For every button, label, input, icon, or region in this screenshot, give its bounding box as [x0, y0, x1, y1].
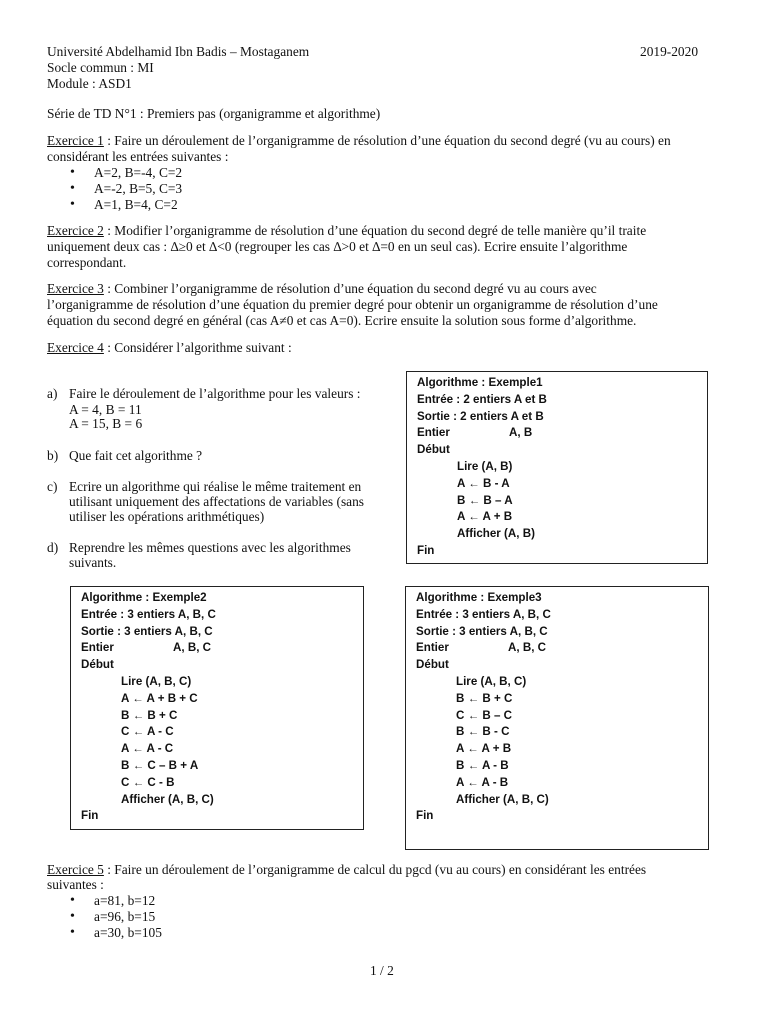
algo-statement: C ← C - B: [121, 775, 175, 789]
entier-vars: A, B, C: [173, 641, 212, 655]
question-b-line1: Que fait cet algorithme ?: [69, 448, 203, 463]
list-item: • A=-2, B=5, C=3: [70, 181, 182, 197]
algo-title: Algorithme : Exemple3: [416, 591, 542, 604]
socle-label: Socle commun : MI: [47, 60, 154, 75]
entier-keyword: Entier: [81, 641, 114, 655]
question-a-label: a): [47, 386, 58, 401]
algo-statement: C ← A - C: [121, 725, 174, 739]
question-c-line3: utiliser les opérations arithmétiques): [69, 509, 265, 524]
algo-statement: C ← B – C: [456, 708, 513, 722]
question-c-label: c): [47, 479, 58, 494]
algo-entier: [417, 425, 697, 442]
algo-sortie: Sortie : 2 entiers A et B: [417, 409, 544, 423]
algo-entier: [81, 640, 353, 657]
university-name: Université Abdelhamid Ibn Badis – Mostaganem: [47, 44, 310, 59]
ex5-line1: [47, 862, 646, 878]
ex4-intro: [47, 340, 292, 356]
algo-sortie: Sortie : 3 entiers A, B, C: [81, 624, 213, 638]
ex2-text: : Modifier l’organigramme de résolution d’une équation du second degré de telle manière qu’il traite: [103, 223, 647, 238]
algo-statement: B ← B - C: [456, 725, 510, 739]
algo-debut: Début: [417, 443, 450, 457]
algo-statement: Lire (A, B, C): [121, 674, 192, 688]
ex4-label: Exercice 4: [47, 340, 104, 355]
question-b-label: b): [47, 448, 59, 463]
entier-keyword: Entier: [416, 641, 449, 655]
entier-vars: A, B, C: [508, 641, 547, 655]
algo-statement: A ← A + B + C: [121, 691, 198, 705]
ex2-line3: correspondant.: [47, 255, 127, 270]
entier-keyword: Entier: [417, 426, 450, 440]
algo-statement: Afficher (A, B, C): [456, 792, 549, 806]
question-c-line1: Ecrire un algorithme qui réalise le même traitement en: [69, 479, 362, 494]
ex3-text: : Combiner l’organigramme de résolution d’une équation du second degré vu au cours avec: [103, 281, 597, 296]
algo-statement: Afficher (A, B): [457, 527, 535, 541]
algo-statement: A ← A + B: [457, 510, 513, 524]
ex5-line2: suivantes :: [47, 877, 104, 892]
question-d-line2: suivants.: [69, 555, 117, 570]
algo-entree: Entrée : 3 entiers A, B, C: [416, 607, 551, 621]
ex3-line1: [47, 281, 597, 297]
list-item: • A=2, B=-4, C=2: [70, 165, 182, 181]
algo-statement: A ← A - B: [456, 775, 509, 789]
algo-entree: Entrée : 2 entiers A et B: [417, 392, 547, 406]
list-item: • a=30, b=105: [70, 925, 162, 941]
ex5-list: [70, 893, 162, 941]
ex3-line3: équation du second degré en général (cas A≠0 et cas A=0). Ecrire ensuite la solution sous forme d’algorithme.: [47, 313, 637, 328]
ex3-label: Exercice 3: [47, 281, 104, 296]
algo-fin: Fin: [416, 809, 434, 823]
list-item: • A=1, B=4, C=2: [70, 197, 182, 213]
ex2-line1: [47, 223, 646, 239]
algo-statement: A ← B - A: [457, 476, 510, 490]
algo-statement: B ← B + C: [456, 691, 513, 705]
module-label: Module : ASD1: [47, 76, 132, 91]
algo-debut: Début: [416, 658, 449, 672]
ex1-label: Exercice 1: [47, 133, 104, 148]
question-a-line3: A = 15, B = 6: [69, 416, 143, 431]
algorithm-box-exemple2: [70, 586, 364, 830]
algo-statement: A ← A - C: [121, 742, 174, 756]
ex3-line2: l’organigramme de résolution d’une équation du premier degré pour obtenir un organigramme de résolution d’une: [47, 297, 658, 312]
entier-vars: A, B: [509, 426, 533, 440]
algo-entree: Entrée : 3 entiers A, B, C: [81, 607, 216, 621]
question-a-line1: Faire le déroulement de l’algorithme pour les valeurs :: [69, 386, 361, 401]
algo-statement: B ← B – A: [457, 493, 513, 507]
algorithm-box-exemple1: [406, 371, 708, 564]
ex4-text: : Considérer l’algorithme suivant :: [103, 340, 292, 355]
algo-title: Algorithme : Exemple2: [81, 591, 207, 604]
algo-statement: Lire (A, B, C): [456, 674, 527, 688]
algo-statement: Afficher (A, B, C): [121, 792, 214, 806]
ex5-label: Exercice 5: [47, 862, 104, 877]
question-d-line1: Reprendre les mêmes questions avec les algorithmes: [69, 540, 351, 555]
question-c-line2: utilisant uniquement des affectations de variables (sans: [69, 494, 365, 509]
algo-sortie: Sortie : 3 entiers A, B, C: [416, 624, 548, 638]
algo-entier: [416, 640, 698, 657]
ex1-line1: [47, 133, 671, 149]
algo-statement: B ← B + C: [121, 708, 178, 722]
page-number: 1 / 2: [370, 963, 394, 978]
algo-debut: Début: [81, 658, 114, 672]
list-item: • a=96, b=15: [70, 909, 162, 925]
algo-statement: A ← A + B: [456, 742, 512, 756]
list-item: • a=81, b=12: [70, 893, 162, 909]
ex1-text: : Faire un déroulement de l’organigramme de résolution d’une équation du second degré (vu au cours) en: [103, 133, 671, 148]
ex1-line2: considérant les entrées suivantes :: [47, 149, 229, 164]
algo-statement: Lire (A, B): [457, 459, 513, 473]
algo-statement: B ← A - B: [456, 758, 509, 772]
question-d-label: d): [47, 540, 59, 555]
ex2-label: Exercice 2: [47, 223, 104, 238]
algo-statement: B ← C – B + A: [121, 758, 199, 772]
algo-fin: Fin: [81, 809, 99, 823]
algorithm-box-exemple3: [405, 586, 709, 850]
ex1-list: [70, 165, 182, 213]
ex2-line2: uniquement deux cas : ∆≥0 et ∆<0 (regrouper les cas ∆>0 et ∆=0 en un seul cas). Ecrire ensuite l’algorithme: [47, 239, 628, 254]
algo-fin: Fin: [417, 543, 435, 557]
ex5-text: : Faire un déroulement de l’organigramme de calcul du pgcd (vu au cours) en considérant les entrées: [103, 862, 647, 877]
academic-year: 2019-2020: [640, 44, 699, 59]
question-a-line2: A = 4, B = 11: [69, 402, 142, 417]
series-title: Série de TD N°1 : Premiers pas (organigramme et algorithme): [47, 106, 381, 121]
algo-title: Algorithme : Exemple1: [417, 376, 543, 389]
